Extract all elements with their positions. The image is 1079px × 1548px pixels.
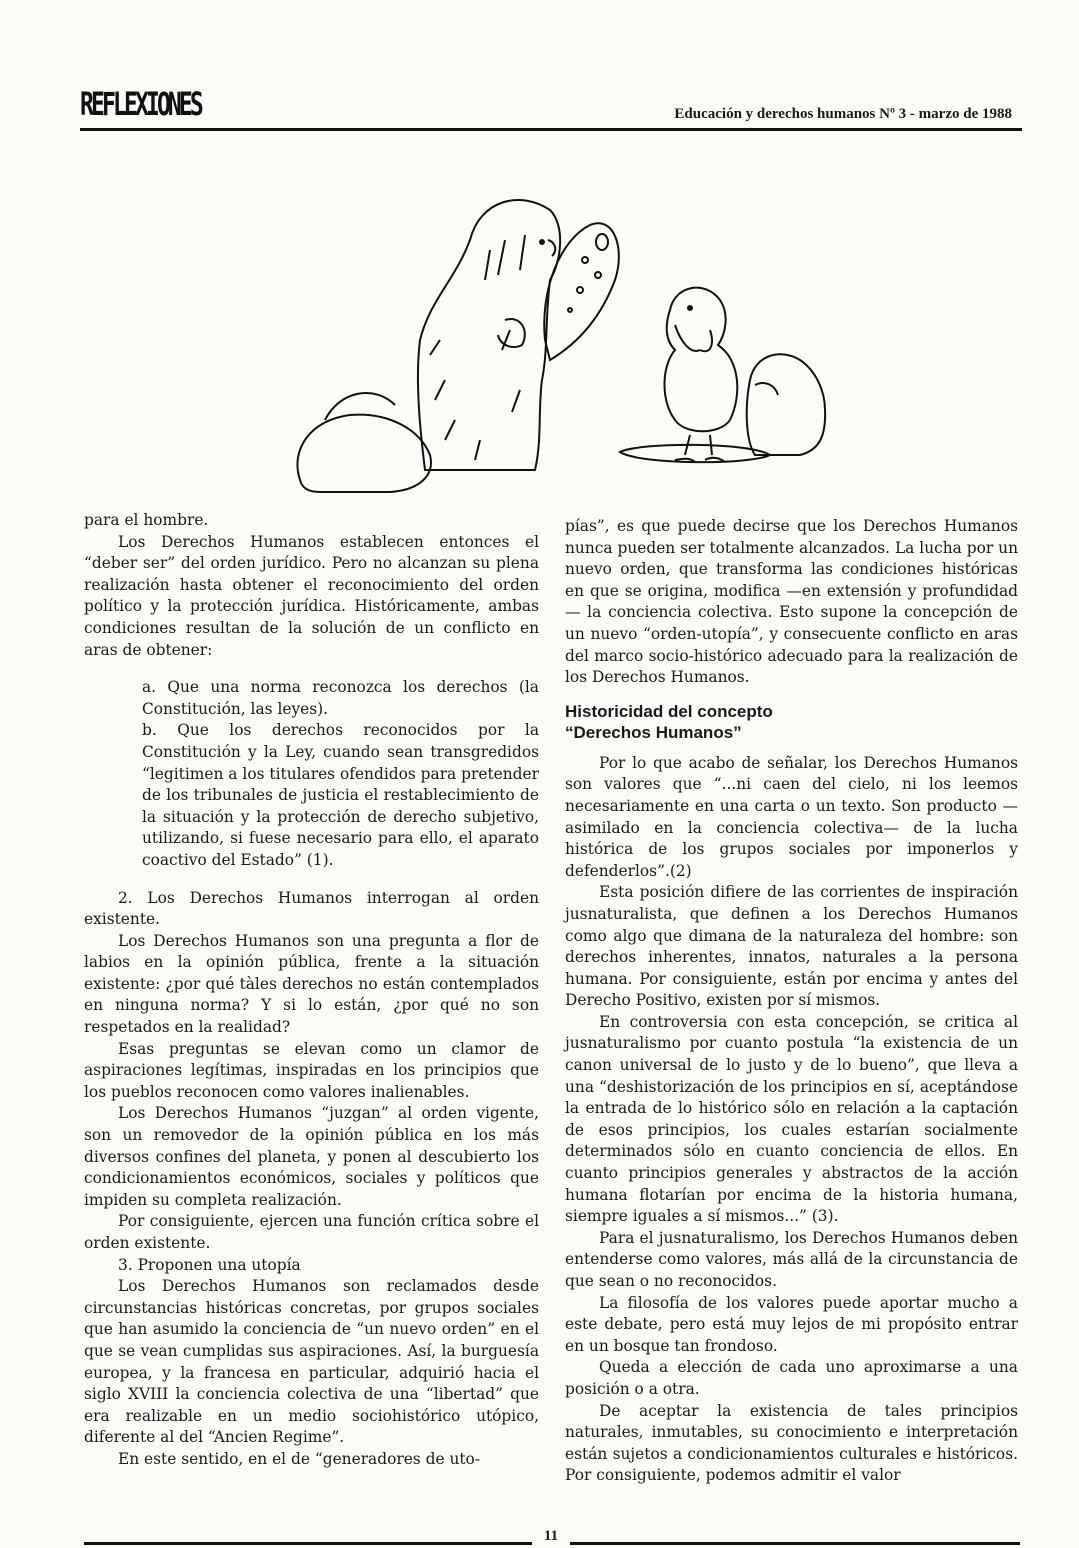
footer-rule-left xyxy=(84,1542,532,1545)
paragraph: De aceptar la existencia de tales principios naturales, inmutables, su conocimiento e interpretación están sujetos a condicionamientos culturales e históricos. Por consiguiente, podemos admitir el valor xyxy=(565,1401,1018,1485)
paragraph: Los Derechos Humanos “juzgan” al orden vigente, son un removedor de la opinión pública en los más diversos confines del planeta, y ponen al descubierto los condicionamientos económicos, sociales y políticos que impiden su completa realización. xyxy=(84,1104,539,1209)
paragraph: Los Derechos Humanos son reclamados desde circunstancias históricas concretas, por grupos sociales que han asumido la conciencia de “un nuevo orden” en el que se vean cumplidas sus aspiraciones. Así, la burguesía europea, y la francesa en particular, adquirió hacia el siglo XVIII la conciencia colectiva de una “libertad” que era realizable en un medio sociohistórico utópico, diferente al del “Ancien Regime”. xyxy=(84,1277,539,1447)
left-rocks xyxy=(297,393,430,492)
heading-line: “Derechos Humanos” xyxy=(565,722,742,742)
left-column xyxy=(84,510,539,1471)
paragraph: Los Derechos Humanos establecen entonces el “deber ser” del orden jurídico. Pero no alcanzan su plena realización hasta obtener el reconocimiento del orden político y la protección jurídica. Históricamente, ambas condiciones resultan de la solución de un conflicto en aras de obtener: xyxy=(84,532,539,659)
paragraph: Para el jusnaturalismo, los Derechos Humanos deben entenderse como valores, más allá de la circunstancia de que sean o no reconocidos. xyxy=(565,1228,1018,1290)
paragraph: Esas preguntas se elevan como un clamor de aspiraciones legítimas, inspiradas en los principios que los pueblos reconocen como valores inalienables. xyxy=(84,1039,539,1101)
right-column xyxy=(565,516,1018,1487)
large-caveman-figure xyxy=(418,200,560,470)
paragraph: 2. Los Derechos Humanos interrogan al orden existente. xyxy=(84,888,539,929)
heading-line: Historicidad del concepto xyxy=(565,701,773,721)
header-rule xyxy=(80,128,1022,131)
section-label: 3. Proponen una utopía xyxy=(118,1255,301,1274)
paragraph: La filosofía de los valores puede aportar mucho a este debate, pero está muy lejos de mi propósito entrar en un bosque tan frondoso. xyxy=(565,1293,1018,1355)
paragraph: Los Derechos Humanos son una pregunta a flor de labios en la opinión pública, frente a la situación existente: ¿por qué tàles derechos no están contemplados en ninguna norma? Y si lo están, ¿por qué no son respetados en la realidad? xyxy=(84,931,539,1037)
magazine-logo: REFLEXIONES xyxy=(80,85,201,123)
page-footer xyxy=(84,1528,1020,1548)
quoted-list xyxy=(142,677,539,871)
paragraph: Esta posición difiere de las corrientes de inspiración jusnaturalista, que definen a los Derechos Humanos como algo que dimana de la naturaleza del hombre: son derechos inherentes, innatos, naturales a la persona humana. Por consiguiente, están por encima y antes del Derecho Positivo, existen por sí mismos. xyxy=(565,883,1018,1010)
page-header xyxy=(80,82,1020,132)
list-item-a: a. Que una norma reconozca los derechos (la Constitución, las leyes). xyxy=(142,678,539,718)
paragraph: Queda a elección de cada uno aproximarse a una posición o a otra. xyxy=(565,1358,1018,1398)
paragraph: pías”, es que puede decirse que los Derechos Humanos nunca pueden ser totalmente alcanzados. La lucha por un nuevo orden, que transforma las condiciones históricas en que se origina, modifica —en extensión y profundidad— la conciencia colectiva. Esto supone la concepción de un nuevo “orden-utopía”, y consecuente conflicto en aras del marco socio-histórico adecuado para la realización de los Derechos Humanos. xyxy=(565,517,1018,687)
section-heading xyxy=(565,701,1018,743)
caveman-illustration xyxy=(280,180,840,510)
paragraph: para el hombre. xyxy=(84,511,209,529)
footer-rule-right xyxy=(570,1542,1020,1545)
paragraph: Por consiguiente, ejercen una función crítica sobre el orden existente. xyxy=(84,1212,539,1252)
right-rocks xyxy=(747,354,825,455)
list-item-b: b. Que los derechos reconocidos por la Constitución y la Ley, cuando sean transgredidos “legitimen a los titulares ofendidos para pretender de los tribunales de justicia el restablecimiento de la situación y la protección de derecho subjetivo, utilizando, si fuese necesario para ello, el aparato coactivo del Estado” (1). xyxy=(142,721,539,869)
paragraph: En controversia con esta concepción, se critica al jusnaturalismo por cuanto postula “la existencia de un canon universal de lo justo y de lo bueno”, que lleva a una “deshistorización de los principios en sí, aceptándose la entrada de lo histórico sólo en relación a la captación de esos principios, los cuales estarían socialmente determinados sólo en cuanto conciencia de ellos. En cuanto principios generales y abstractos de la acción humana flotarían por encima de la historia humana, siempre iguales a sí mismos...” (3). xyxy=(565,1012,1018,1226)
paragraph: Por lo que acabo de señalar, los Derechos Humanos son valores que “...ni caen del cielo, ni los leemos necesariamente en una carta o un texto. Son producto —asimilado en la conciencia colectiva— de la lucha histórica de los grupos sociales por imponerlos y defenderlos”.(2) xyxy=(565,753,1018,880)
issue-info: Educación y derechos humanos Nº 3 - marzo de 1988 xyxy=(674,106,1012,122)
club-weapon xyxy=(544,223,619,360)
page-number: 11 xyxy=(538,1528,564,1545)
paragraph: En este sentido, en el de “generadores de uto- xyxy=(118,1449,481,1468)
